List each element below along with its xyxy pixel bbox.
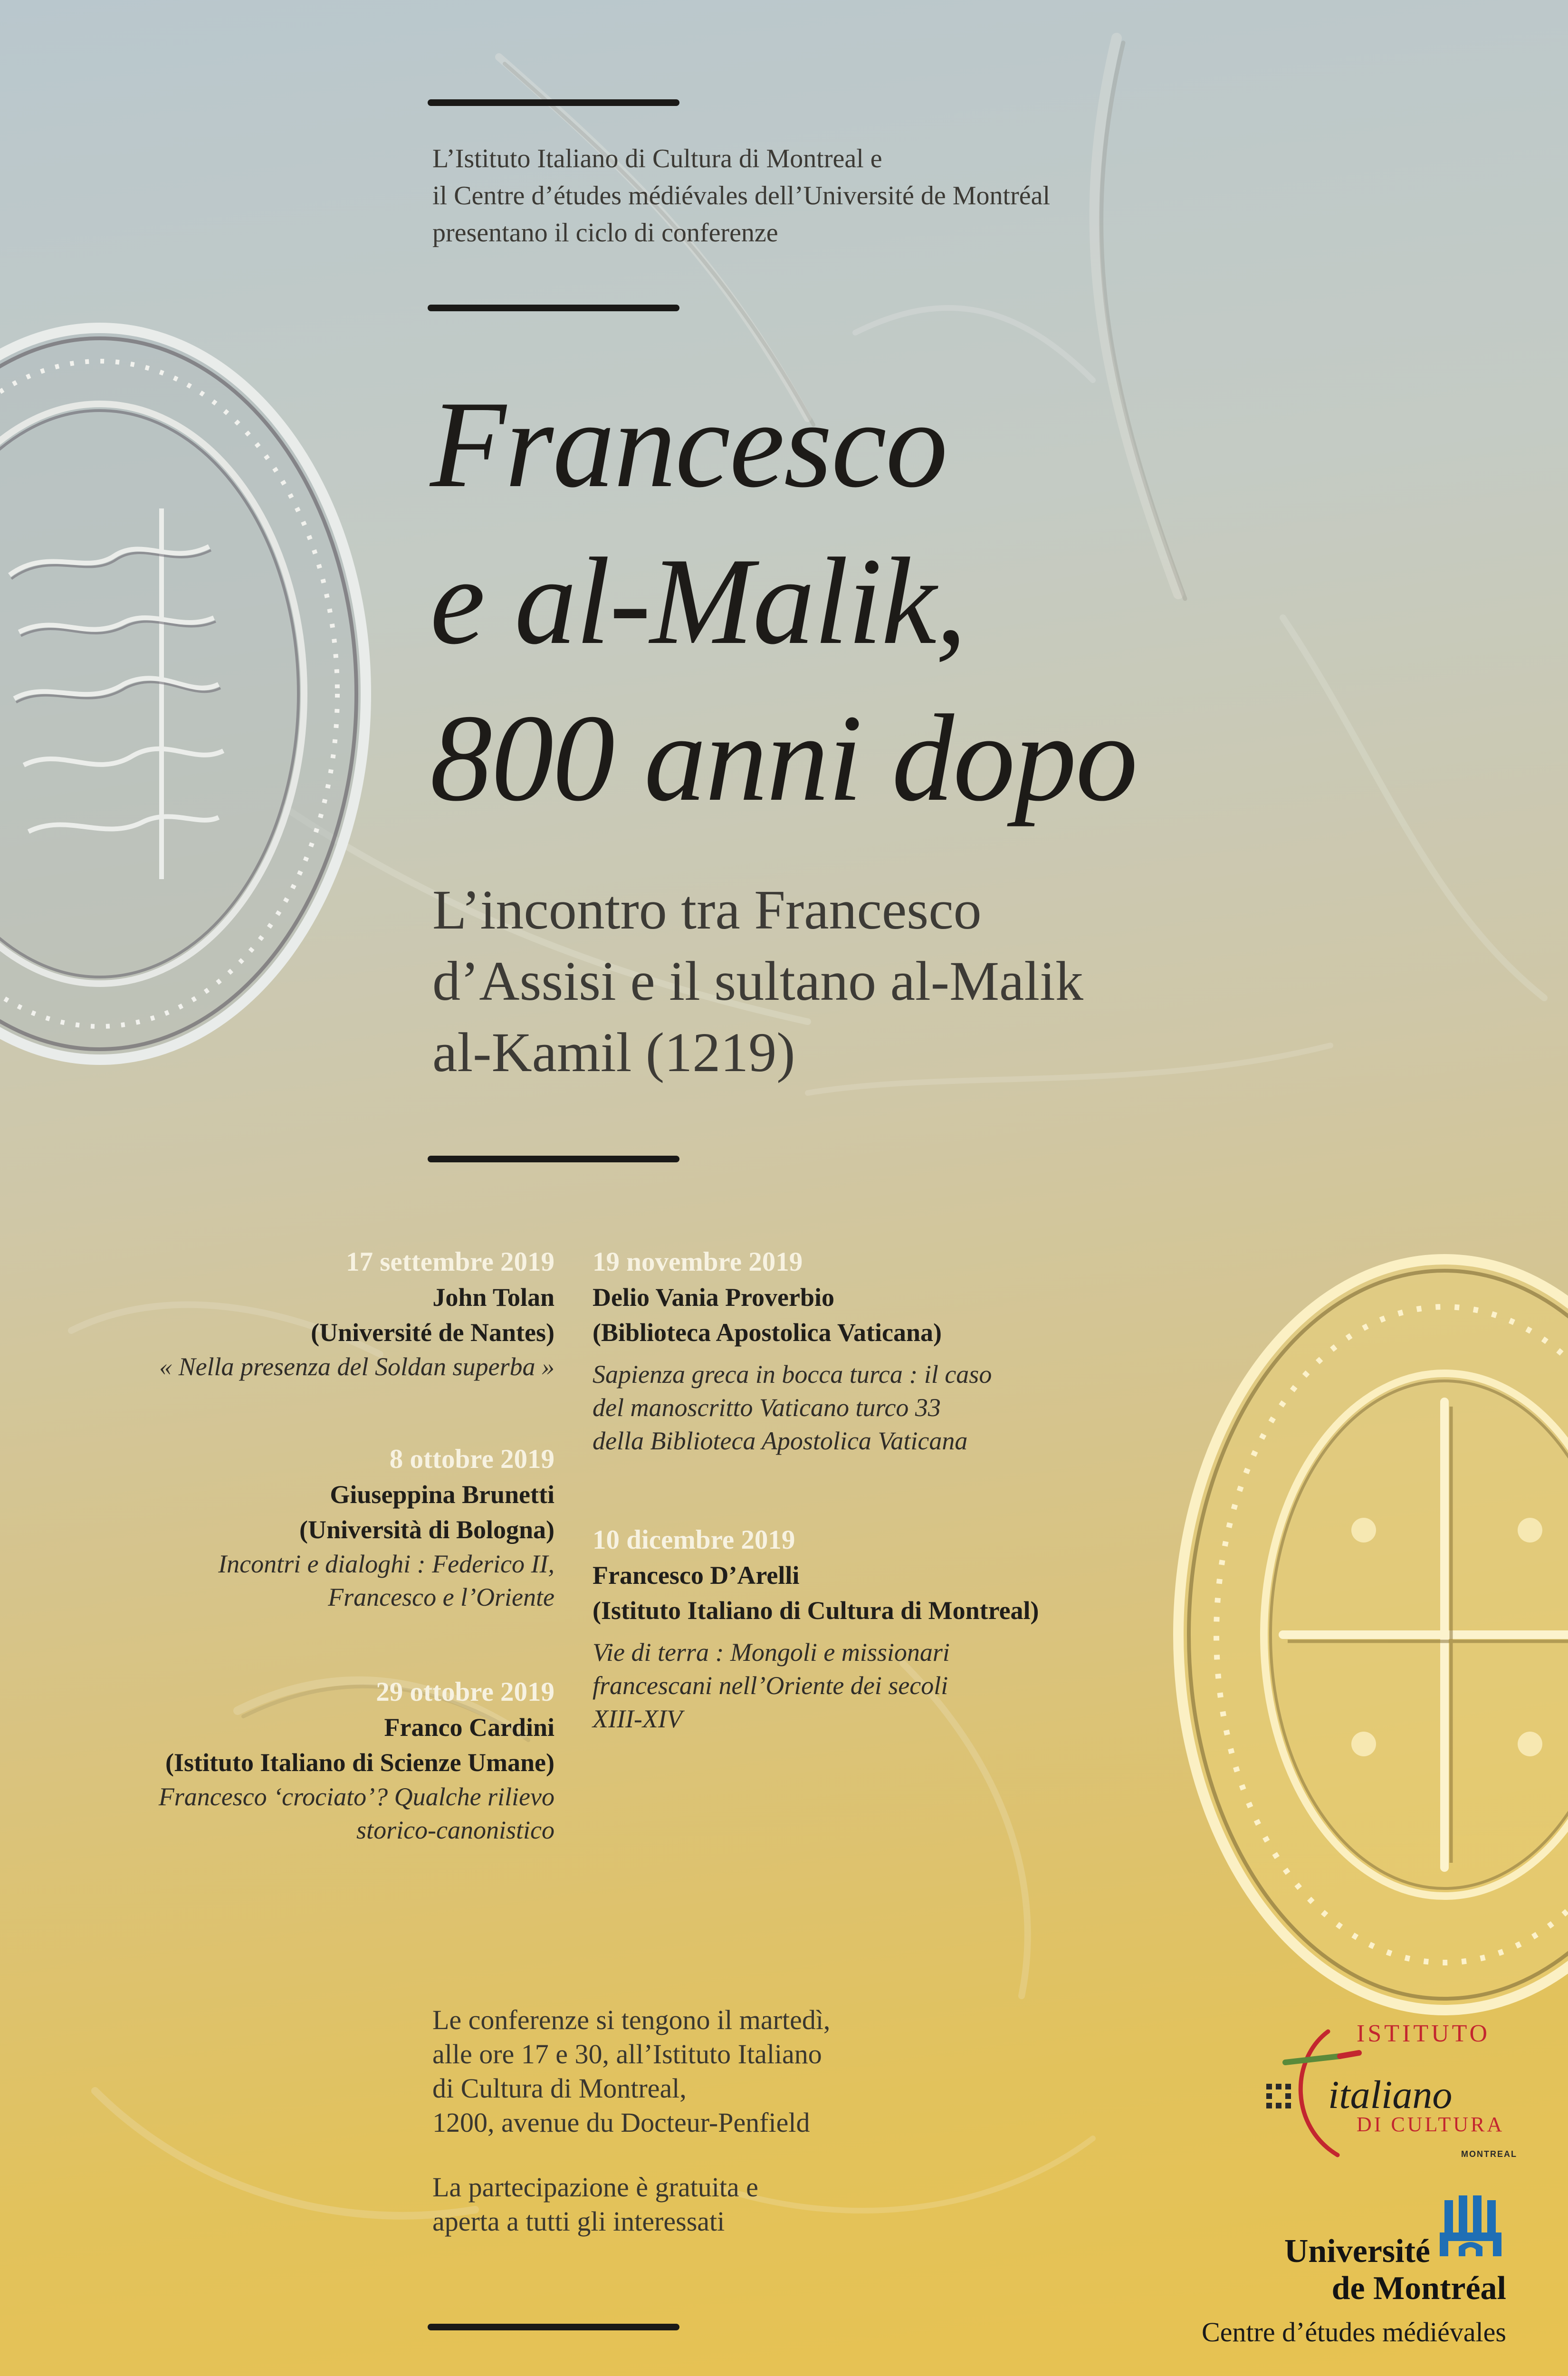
info-line: 1200, avenue du Docteur-Penfield — [432, 2107, 810, 2138]
lecture-date: 10 dicembre 2019 — [593, 1525, 795, 1555]
lecture-date: 17 settembre 2019 — [346, 1247, 555, 1277]
lecture-title-line: « Nella presenza del Soldan superba » — [159, 1352, 555, 1381]
udem-logo-mark — [1435, 2191, 1506, 2262]
presenter-line: L’Istituto Italiano di Cultura di Montreal e — [432, 144, 882, 173]
lecture-speaker: Francesco D’Arelli — [593, 1561, 800, 1590]
lecture-title — [593, 1636, 1039, 1735]
lecture-title-line: Sapienza greca in bocca turca : il caso — [593, 1360, 992, 1389]
lecture-title-line: storico-canonistico — [356, 1816, 555, 1844]
subtitle-line: d’Assisi e il sultano al-Malik — [432, 950, 1083, 1012]
presenters-text — [432, 140, 1050, 251]
info-line: alle ore 17 e 30, all’Istituto Italiano — [432, 2039, 822, 2069]
lecture-affiliation: (Università di Bologna) — [299, 1515, 555, 1544]
lecture-affiliation: (Istituto Italiano di Scienze Umane) — [165, 1748, 555, 1777]
title-line: Francesco — [430, 375, 947, 513]
lecture-affiliation: (Istituto Italiano di Cultura di Montreal) — [593, 1596, 1039, 1625]
lecture-title-line: Vie di terra : Mongoli e missionari — [593, 1638, 950, 1667]
practical-info — [432, 2003, 830, 2239]
iic-logo-line3: DI CULTURA — [1357, 2113, 1505, 2136]
lecture-affiliation: (Université de Nantes) — [311, 1318, 555, 1347]
gold-coin-image — [1159, 1245, 1568, 2024]
lecture-title-line: XIII-XIV — [593, 1705, 682, 1733]
lecture-title-line: Francesco ‘crociato’? Qualche rilievo — [158, 1782, 555, 1811]
title-line: 800 anni dopo — [430, 689, 1137, 827]
lecture-title — [218, 1547, 555, 1614]
divider-rule-top — [428, 99, 679, 106]
lecture-speaker: Delio Vania Proverbio — [593, 1283, 835, 1312]
universite-de-montreal-logo — [1159, 2191, 1506, 2362]
presenter-line: il Centre d’études médiévales dell’Université de Montréal — [432, 181, 1051, 211]
presenter-line: presentano il ciclo di conferenze — [432, 218, 778, 248]
admission-line: aperta a tutti gli interessati — [432, 2206, 725, 2237]
lecture-entry — [593, 1522, 1039, 1735]
lecture-speaker: John Tolan — [432, 1283, 555, 1312]
udem-name-line2: de Montréal — [1331, 2270, 1506, 2307]
lecture-title — [593, 1358, 992, 1457]
subtitle-line: al-Kamil (1219) — [432, 1021, 795, 1083]
lecture-affiliation: (Biblioteca Apostolica Vaticana) — [593, 1318, 942, 1347]
lecture-speaker: Giuseppina Brunetti — [330, 1480, 555, 1509]
lecture-title-line: Incontri e dialoghi : Federico II, — [218, 1550, 555, 1578]
iic-logo-city: MONTREAL — [1461, 2149, 1517, 2159]
lecture-title-line: della Biblioteca Apostolica Vaticana — [593, 1427, 968, 1455]
info-line: di Cultura di Montreal, — [432, 2073, 687, 2104]
info-line: Le conferenze si tengono il martedì, — [432, 2004, 831, 2035]
lecture-title-line: francescani nell’Oriente dei secoli — [593, 1671, 948, 1700]
divider-rule-below-presenters — [428, 305, 679, 311]
lecture-date: 29 ottobre 2019 — [376, 1677, 555, 1707]
istituto-italiano-di-cultura-logo — [1257, 2017, 1523, 2165]
iic-logo-line1: ISTITUTO — [1357, 2020, 1491, 2047]
iic-logo-line2: italiano — [1328, 2073, 1453, 2117]
lecture-title — [159, 1780, 555, 1847]
silver-coin-image — [0, 309, 380, 1079]
divider-rule-bottom — [428, 2324, 679, 2330]
lecture-title-line: del manoscritto Vaticano turco 33 — [593, 1393, 941, 1422]
divider-rule-below-subtitle — [428, 1156, 679, 1162]
title-line: e al-Malik, — [430, 532, 966, 670]
lecture-date: 8 ottobre 2019 — [389, 1444, 555, 1474]
lecture-speaker: Franco Cardini — [384, 1713, 555, 1742]
lecture-entry — [218, 1441, 555, 1614]
admission-line: La partecipazione è gratuita e — [432, 2172, 758, 2203]
lecture-entry — [159, 1674, 555, 1847]
poster-title — [430, 366, 1137, 836]
lecture-title-line: Francesco e l’Oriente — [328, 1583, 555, 1611]
lecture-entry — [593, 1244, 992, 1457]
poster-subtitle — [432, 874, 1083, 1088]
lecture-title — [159, 1350, 555, 1383]
udem-center-name: Centre d’études médiévales — [1202, 2317, 1506, 2347]
udem-name-line1: Université — [1284, 2233, 1430, 2270]
subtitle-line: L’incontro tra Francesco — [432, 879, 982, 941]
lecture-entry — [159, 1244, 555, 1383]
lecture-date: 19 novembre 2019 — [593, 1247, 803, 1277]
